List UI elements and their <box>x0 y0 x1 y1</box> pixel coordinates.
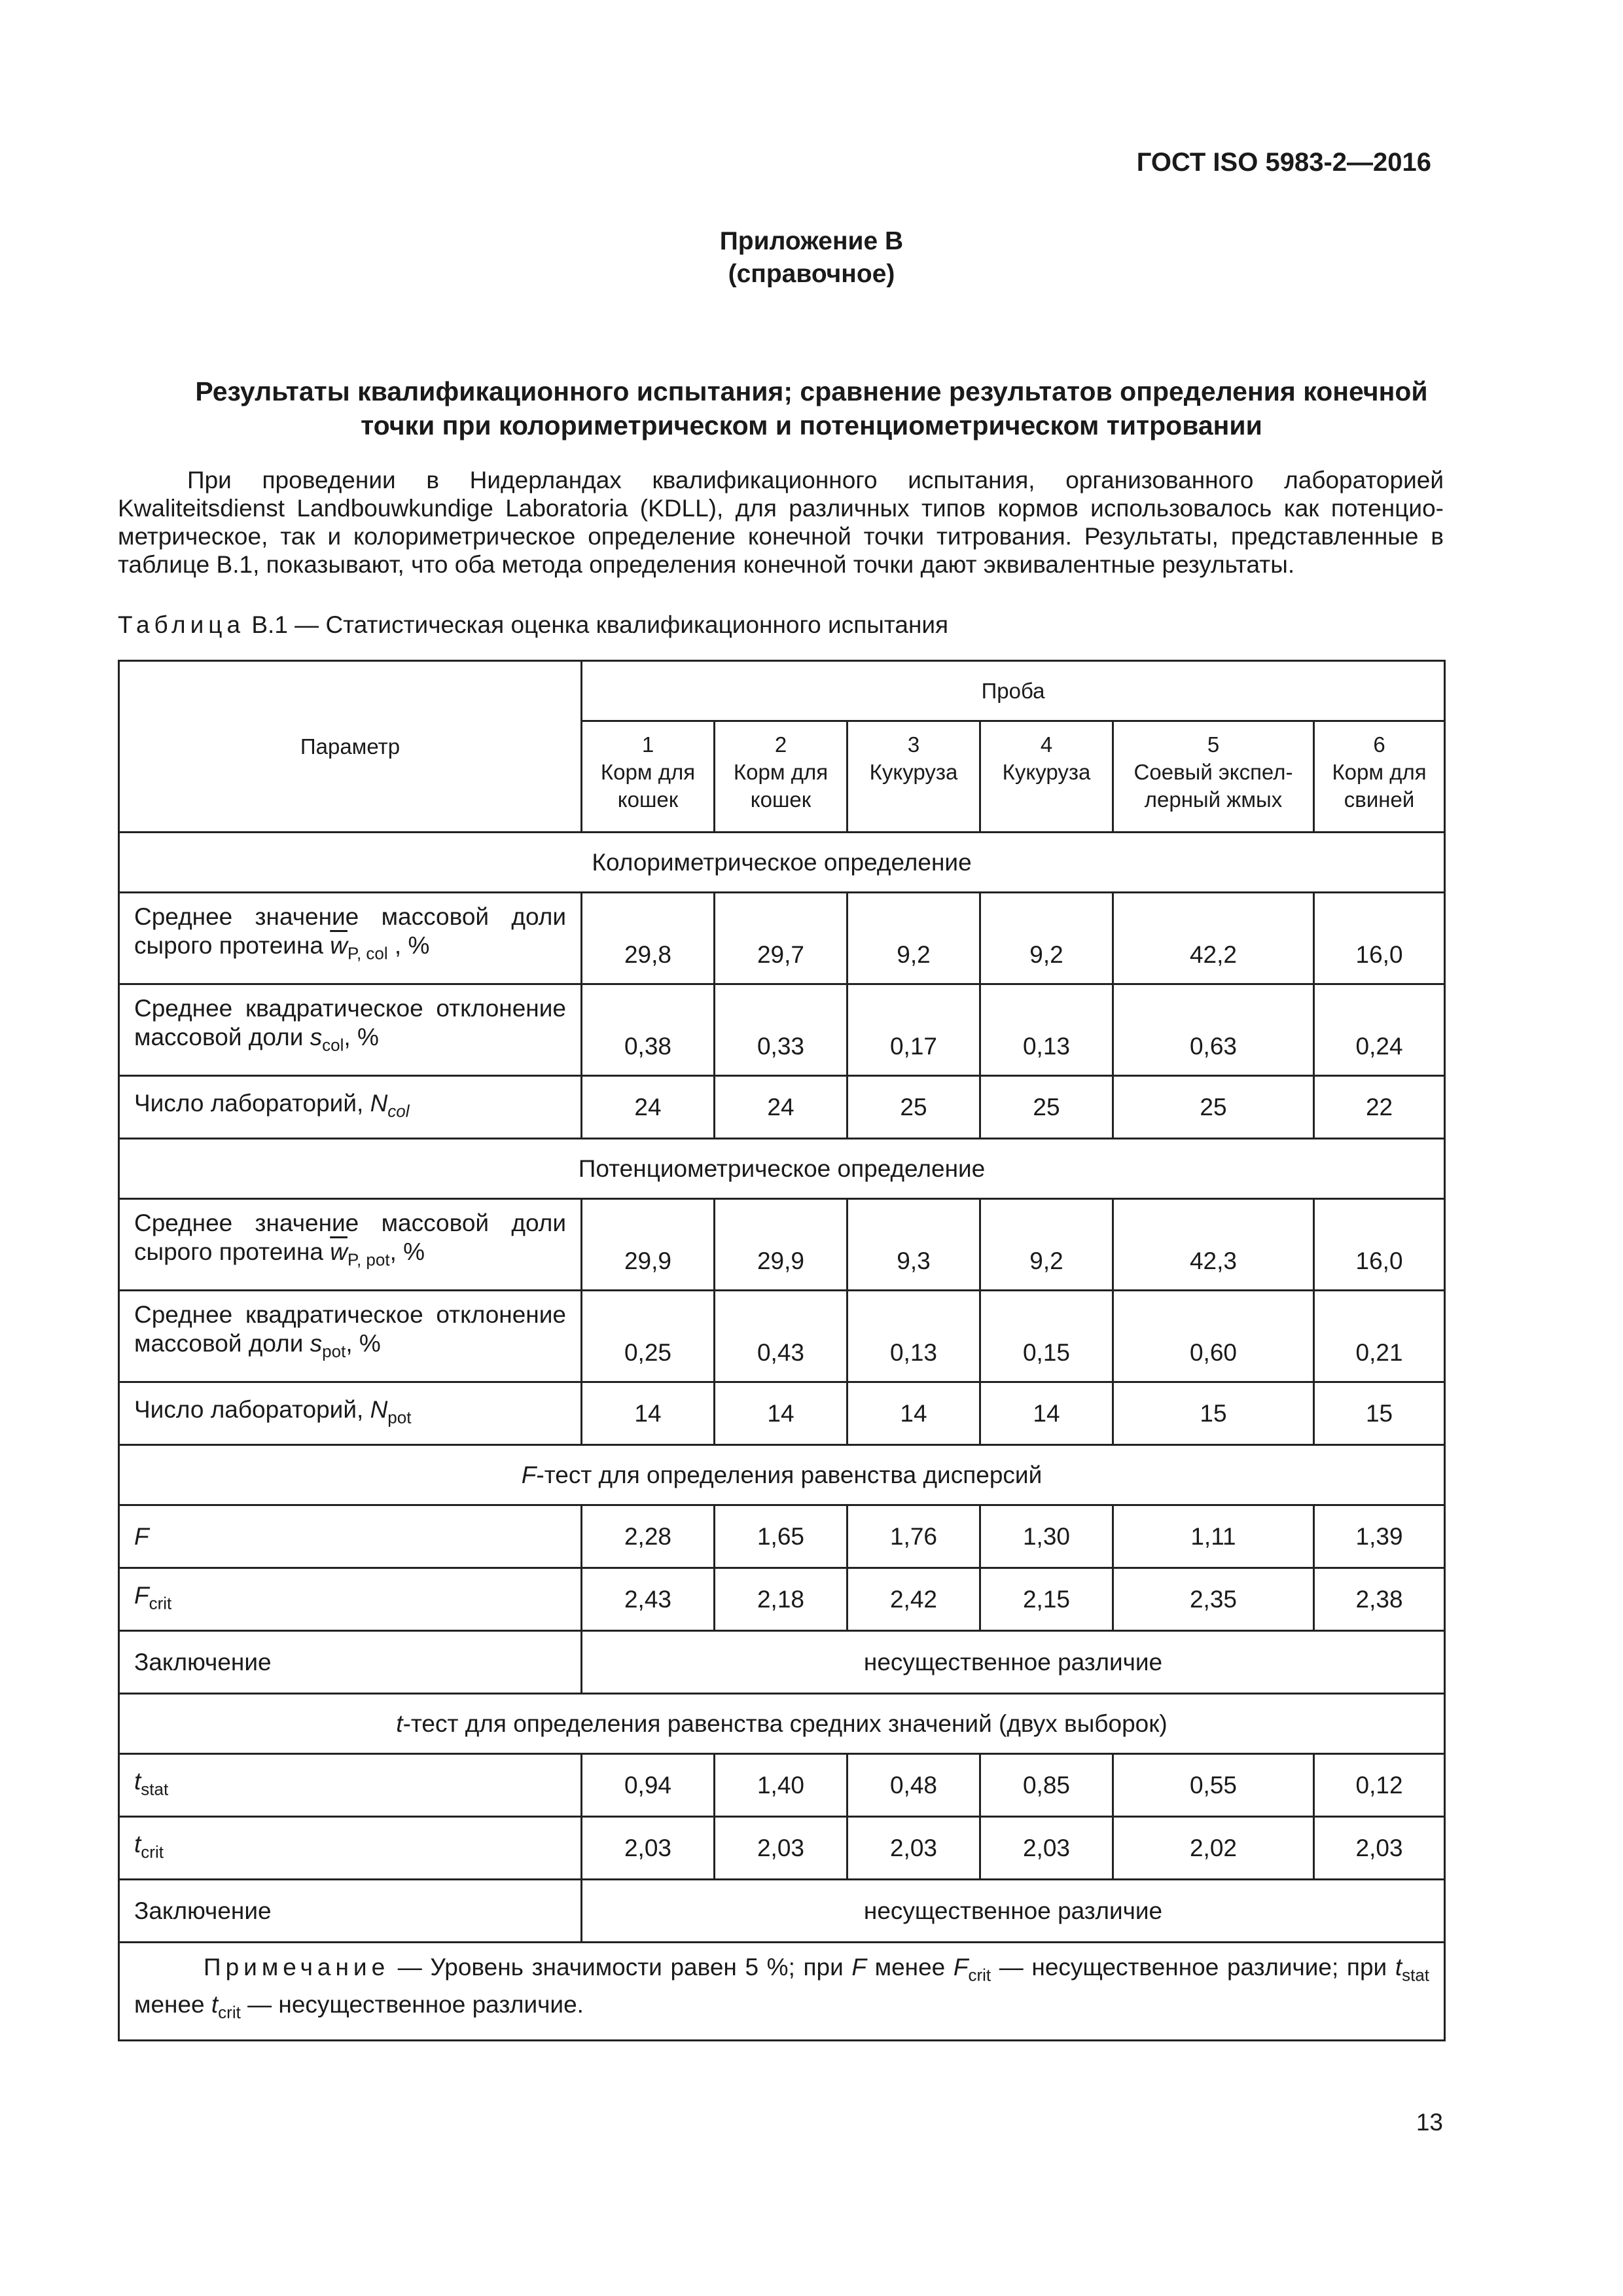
table-cell: 2,15 <box>980 1568 1113 1631</box>
sample-header: Проба <box>582 661 1445 721</box>
sample-col-2: 2 Корм для кошек <box>715 721 847 833</box>
table-cell: 0,63 <box>1113 984 1314 1076</box>
intro-paragraph <box>118 466 1444 579</box>
table-cell: 0,85 <box>980 1754 1113 1817</box>
row-label: $t_{stat}$ <box>119 1754 582 1817</box>
heading-line-1: Результаты квалификационного испытания; сравнение результатов определения конечной <box>195 376 1428 406</box>
row-label: Среднее квадратическое отклонение массовой доли $s_{pot}$, % <box>119 1291 582 1382</box>
appendix-label: Приложение В <box>719 227 904 255</box>
table-cell: 16,0 <box>1314 1199 1445 1291</box>
table-caption-label: Таблица <box>118 611 245 638</box>
table-cell: 1,39 <box>1314 1505 1445 1568</box>
row-label: Среднее квадратическое отклонение массовой доли $s_{col}$, % <box>119 984 582 1076</box>
sample-col-3: 3 Кукуруза <box>847 721 980 833</box>
conclusion-cell: несущественное различие <box>582 1631 1445 1694</box>
table-cell: 25 <box>1113 1076 1314 1139</box>
section-title: t-тест для определения равенства средних значений (двух выборок) <box>119 1694 1445 1754</box>
table-cell: 29,7 <box>715 893 847 984</box>
table-cell: 2,28 <box>582 1505 715 1568</box>
table-caption-text: В.1 — Статистическая оценка квалификационного испытания <box>245 611 949 638</box>
row-label: $F_{crit}$ <box>119 1568 582 1631</box>
conclusion-cell: несущественное различие <box>582 1880 1445 1943</box>
table-cell: 0,43 <box>715 1291 847 1382</box>
table-note-row <box>119 1943 1445 2041</box>
section-ttest <box>119 1694 1445 1754</box>
table-cell: 42,3 <box>1113 1199 1314 1291</box>
table-cell: 9,2 <box>847 893 980 984</box>
table-cell: 0,48 <box>847 1754 980 1817</box>
table-cell: 25 <box>847 1076 980 1139</box>
table-row-col-sd <box>119 984 1445 1076</box>
table-cell: 9,2 <box>980 1199 1113 1291</box>
table-caption <box>118 611 948 639</box>
table-cell: 22 <box>1314 1076 1445 1139</box>
section-ftest <box>119 1445 1445 1505</box>
table-cell: 1,40 <box>715 1754 847 1817</box>
table-row-col-mean <box>119 893 1445 984</box>
table-cell: 2,35 <box>1113 1568 1314 1631</box>
table-cell: 14 <box>582 1382 715 1445</box>
table-cell: 2,03 <box>582 1817 715 1880</box>
appendix-type: (справочное) <box>728 260 895 288</box>
table-row-f-conclusion <box>119 1631 1445 1694</box>
table-cell: 9,2 <box>980 893 1113 984</box>
row-label: Заключение <box>119 1880 582 1943</box>
section-title: Потенциометрическое определение <box>119 1139 1445 1199</box>
standard-number: ГОСТ ISO 5983-2—2016 <box>1136 148 1431 177</box>
table-row-pot-n <box>119 1382 1445 1445</box>
sample-col-1: 1 Корм для кошек <box>582 721 715 833</box>
table-row-pot-sd <box>119 1291 1445 1382</box>
table-cell: 14 <box>980 1382 1113 1445</box>
table-cell: 0,55 <box>1113 1754 1314 1817</box>
table-cell: 25 <box>980 1076 1113 1139</box>
table-cell: 14 <box>847 1382 980 1445</box>
table-cell: 14 <box>715 1382 847 1445</box>
sample-col-4: 4 Кукуруза <box>980 721 1113 833</box>
section-potentiometric <box>119 1139 1445 1199</box>
sample-col-6: 6 Корм для свиней <box>1314 721 1445 833</box>
appendix-title <box>0 225 1623 291</box>
table-cell: 2,02 <box>1113 1817 1314 1880</box>
table-cell: 42,2 <box>1113 893 1314 984</box>
row-label: Заключение <box>119 1631 582 1694</box>
table-cell: 2,43 <box>582 1568 715 1631</box>
table-cell: 1,11 <box>1113 1505 1314 1568</box>
heading-line-2: точки при колориметрическом и потенциометрическом титровании <box>361 410 1262 440</box>
table-cell: 16,0 <box>1314 893 1445 984</box>
section-colorimetric <box>119 833 1445 893</box>
section-title: Колориметрическое определение <box>119 833 1445 893</box>
table-row-tcrit <box>119 1817 1445 1880</box>
table-row-t-conclusion <box>119 1880 1445 1943</box>
table-cell: 0,24 <box>1314 984 1445 1076</box>
table-cell: 2,03 <box>715 1817 847 1880</box>
table-cell: 29,9 <box>715 1199 847 1291</box>
table-cell: 0,33 <box>715 984 847 1076</box>
table-cell: 0,17 <box>847 984 980 1076</box>
section-heading <box>118 374 1505 442</box>
table-cell: 0,13 <box>980 984 1113 1076</box>
row-label: Среднее значение массовой доли сырого протеина $\overline{w}_{P, pot}$, % <box>119 1199 582 1291</box>
section-title: F-тест для определения равенства дисперсий <box>119 1445 1445 1505</box>
sample-col-5: 5 Соевый экспел- лерный жмых <box>1113 721 1314 833</box>
table-cell: 0,21 <box>1314 1291 1445 1382</box>
table-cell: 24 <box>715 1076 847 1139</box>
table-cell: 0,13 <box>847 1291 980 1382</box>
row-label: F <box>119 1505 582 1568</box>
statistics-table <box>118 660 1446 2041</box>
table-cell: 2,03 <box>847 1817 980 1880</box>
table-cell: 0,25 <box>582 1291 715 1382</box>
table-cell: 29,8 <box>582 893 715 984</box>
row-label: Число лабораторий, $N_{col}$ <box>119 1076 582 1139</box>
table-cell: 0,15 <box>980 1291 1113 1382</box>
table-note: Примечание — Уровень значимости равен 5 %; при F менее $F_{crit}$ — несущественное различие; при $t_{stat}$ менее $t_{crit}$ — несущественное различие. <box>119 1943 1445 2041</box>
table-cell: 9,3 <box>847 1199 980 1291</box>
table-header-row <box>119 661 1445 721</box>
table-row-f <box>119 1505 1445 1568</box>
table-cell: 24 <box>582 1076 715 1139</box>
table-cell: 2,03 <box>1314 1817 1445 1880</box>
table-cell: 15 <box>1113 1382 1314 1445</box>
row-label: Среднее значение массовой доли сырого протеина $\overline{w}_{P, col}$ , % <box>119 893 582 984</box>
table-cell: 0,38 <box>582 984 715 1076</box>
table-cell: 2,38 <box>1314 1568 1445 1631</box>
table-row-pot-mean <box>119 1199 1445 1291</box>
table-cell: 0,94 <box>582 1754 715 1817</box>
table-cell: 1,30 <box>980 1505 1113 1568</box>
table-cell: 1,65 <box>715 1505 847 1568</box>
table-cell: 15 <box>1314 1382 1445 1445</box>
param-header: Параметр <box>119 661 582 833</box>
intro-text: При проведении в Нидерландах квалификационного испытания, организованного лабораторией Kwaliteitsdienst Landbouwkundige Laboratoria (KDLL), для различных типов кормов использовалось как потенцио-метрическое, так и колориметрическое определение конечной точки титрования. Результаты, представленные в таблице В.1, показывают, что оба метода определения конечной точки дают эквивалентные результаты. <box>118 467 1444 578</box>
row-label: $t_{crit}$ <box>119 1817 582 1880</box>
row-label: Число лабораторий, $N_{pot}$ <box>119 1382 582 1445</box>
table-cell: 0,12 <box>1314 1754 1445 1817</box>
table-row-fcrit <box>119 1568 1445 1631</box>
page-number: 13 <box>1416 2109 1443 2136</box>
table-cell: 1,76 <box>847 1505 980 1568</box>
table-cell: 2,42 <box>847 1568 980 1631</box>
table-cell: 29,9 <box>582 1199 715 1291</box>
table-cell: 2,18 <box>715 1568 847 1631</box>
table-cell: 0,60 <box>1113 1291 1314 1382</box>
table-cell: 2,03 <box>980 1817 1113 1880</box>
table-row-col-n <box>119 1076 1445 1139</box>
table-row-tstat <box>119 1754 1445 1817</box>
